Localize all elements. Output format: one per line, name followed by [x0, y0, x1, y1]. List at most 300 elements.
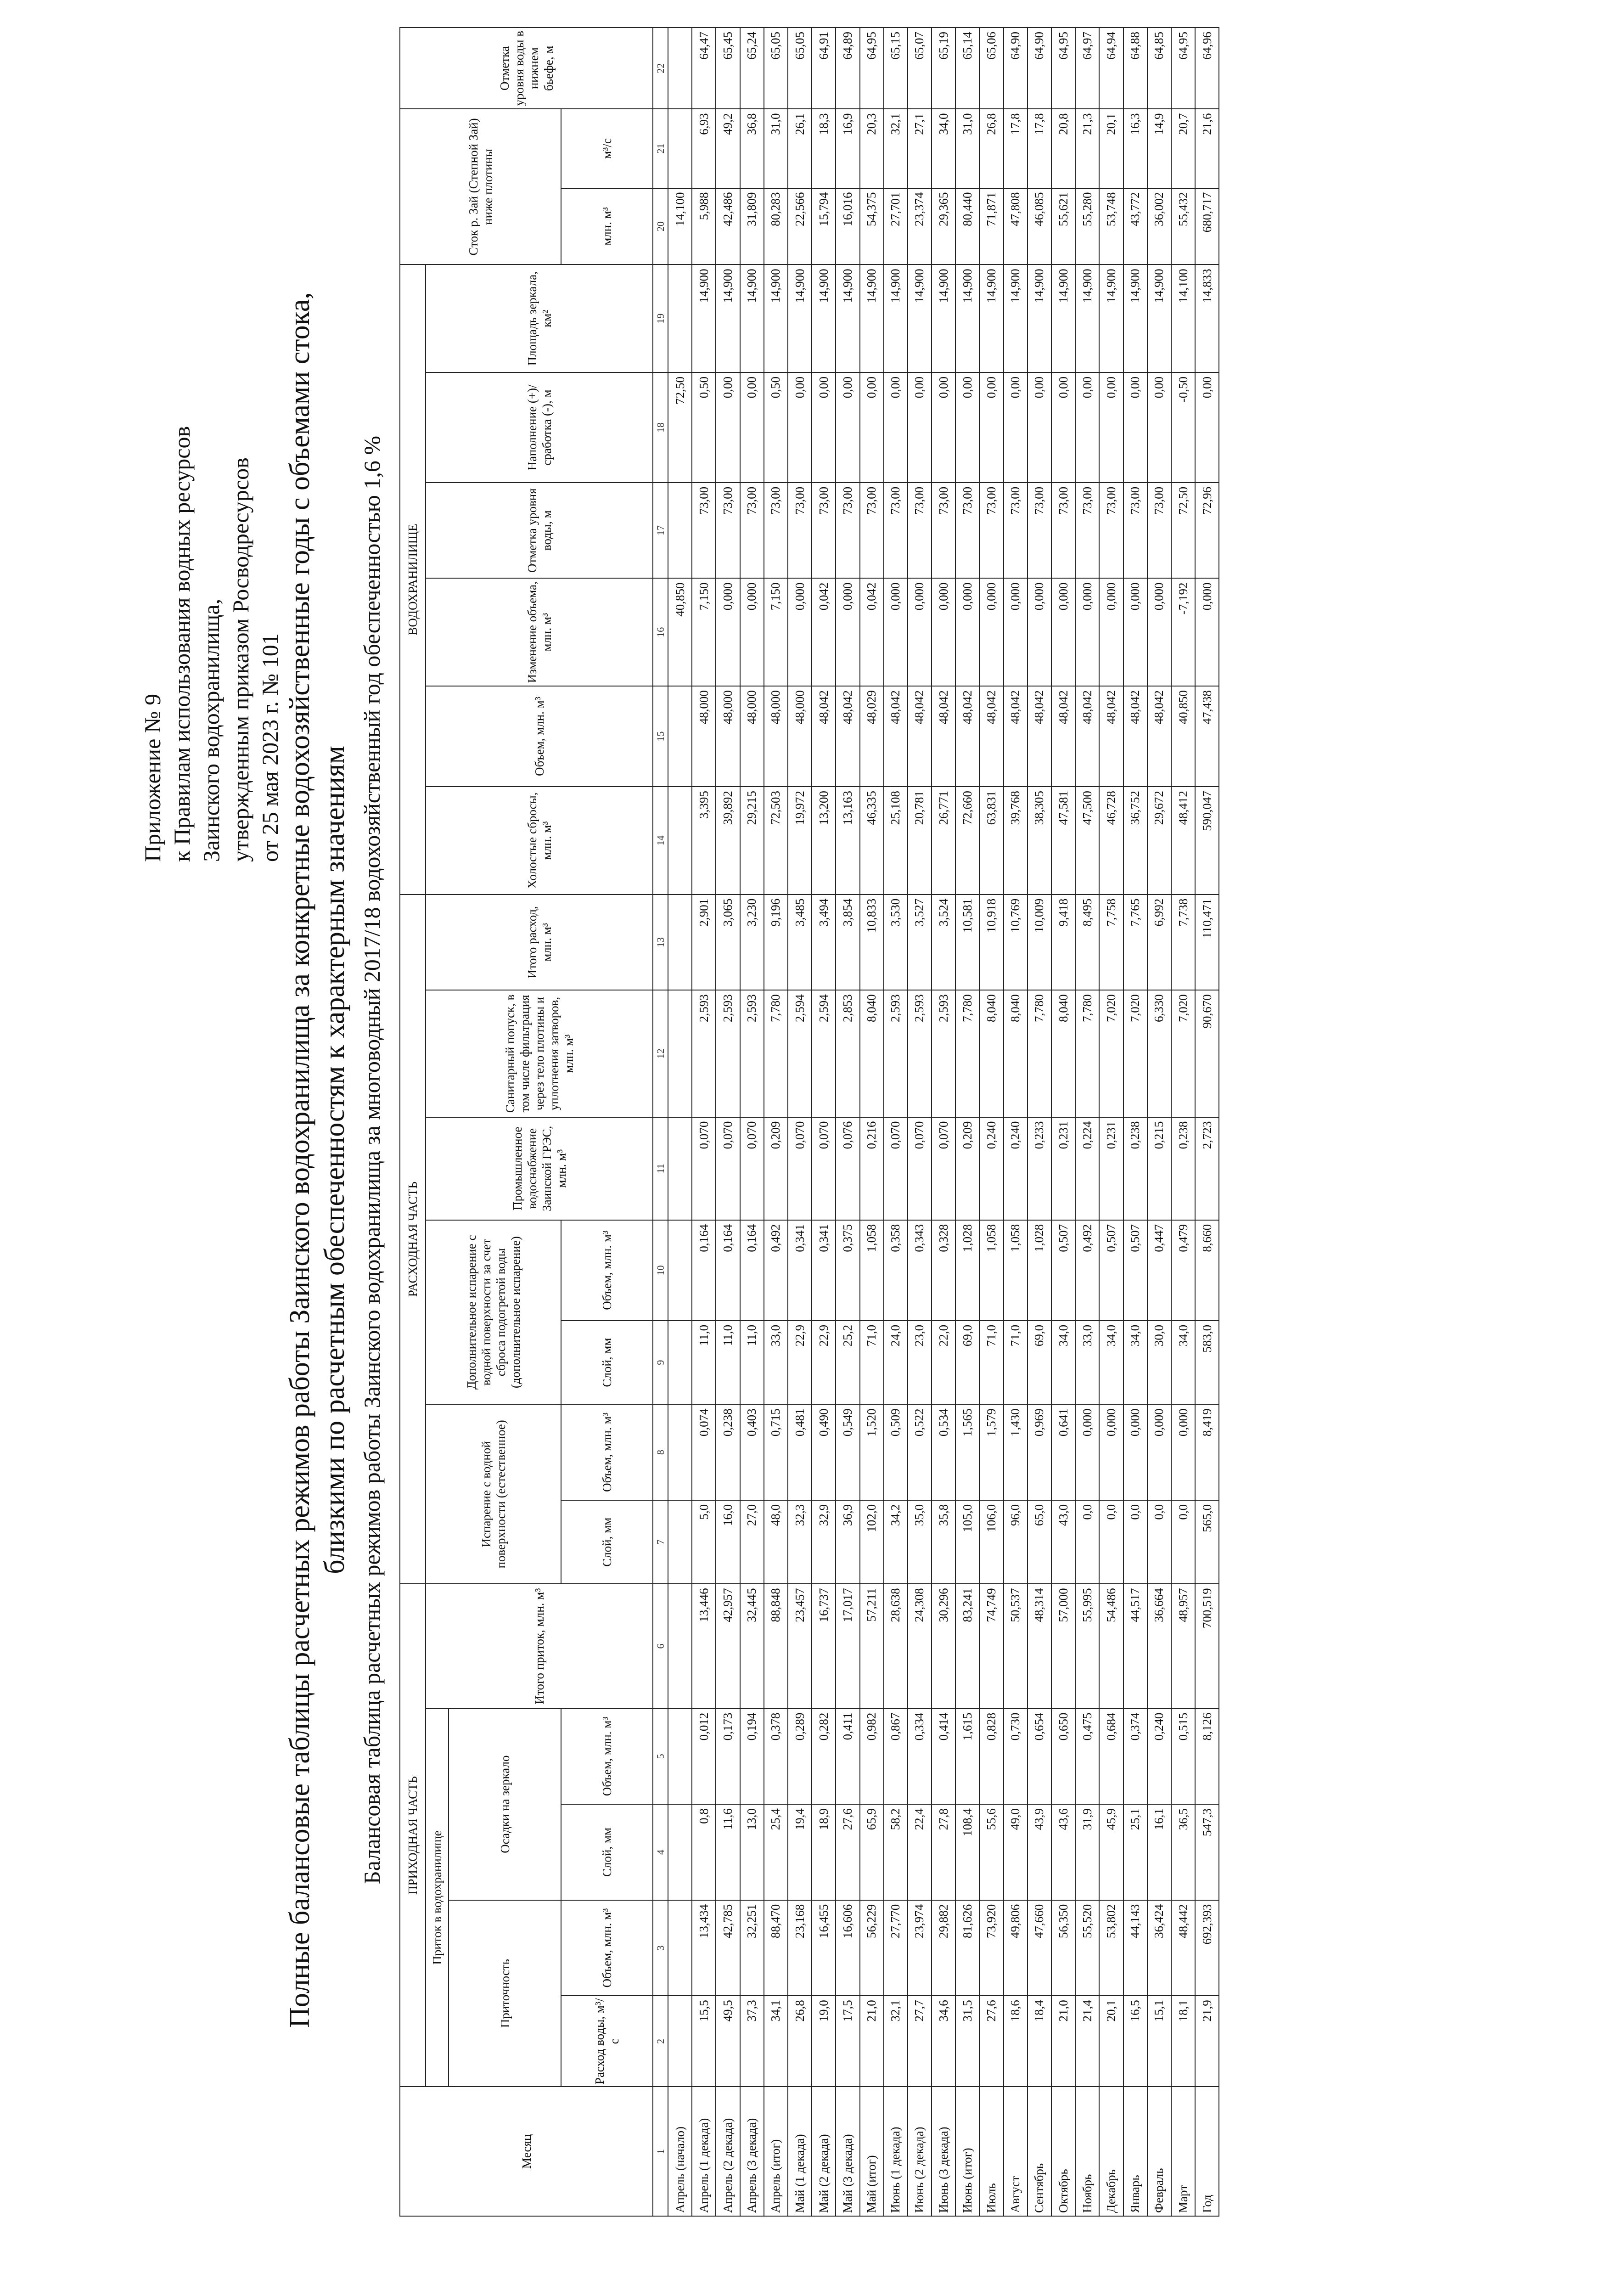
- value-cell: 0,238: [1123, 1117, 1147, 1220]
- value-cell: [668, 264, 692, 372]
- value-cell: 16,5: [1123, 1996, 1147, 2087]
- value-cell: 32,1: [884, 109, 908, 188]
- value-cell: 43,6: [1051, 1804, 1075, 1900]
- appendix-line: Приложение № 9: [140, 693, 165, 862]
- total-outflow-header: Итого расход, млн. м³: [426, 895, 653, 990]
- inflow-reservoir-header: Приток в водохранилище: [426, 1709, 449, 2087]
- value-cell: 0,238: [716, 1404, 740, 1500]
- value-cell: 0,000: [955, 578, 979, 686]
- month-cell: Ноябрь: [1075, 2087, 1099, 2216]
- value-cell: 23,457: [788, 1584, 812, 1708]
- value-cell: 31,0: [955, 109, 979, 188]
- value-cell: 23,168: [788, 1900, 812, 1996]
- value-cell: 43,0: [1051, 1500, 1075, 1584]
- value-cell: 14,900: [1004, 264, 1027, 372]
- value-cell: 16,737: [812, 1584, 836, 1708]
- value-cell: 73,00: [836, 483, 859, 579]
- value-cell: 21,3: [1075, 109, 1099, 188]
- value-cell: 105,0: [955, 1500, 979, 1584]
- value-cell: 0,641: [1051, 1404, 1075, 1500]
- value-cell: 25,108: [884, 787, 908, 895]
- value-cell: 13,434: [692, 1900, 716, 1996]
- value-cell: 11,6: [716, 1804, 740, 1900]
- column-index-cell: 4: [653, 1804, 668, 1900]
- value-cell: 0,00: [788, 372, 812, 483]
- value-cell: 24,308: [908, 1584, 932, 1708]
- table-row: [764, 28, 788, 2216]
- value-cell: 7,020: [1171, 990, 1195, 1117]
- value-cell: 64,88: [1123, 28, 1147, 109]
- value-cell: 8,040: [1004, 990, 1027, 1117]
- value-cell: 80,283: [764, 188, 788, 265]
- column-index-cell: 2: [653, 1996, 668, 2087]
- value-cell: 39,768: [1004, 787, 1027, 895]
- value-cell: 96,0: [1004, 1500, 1027, 1584]
- value-cell: 700,519: [1195, 1584, 1219, 1708]
- tributary-header: Приточность: [449, 1900, 561, 2087]
- value-cell: 0,374: [1123, 1709, 1147, 1805]
- value-cell: 0,209: [764, 1117, 788, 1220]
- rate-header: Расход воды, м³/с: [561, 1996, 653, 2087]
- value-cell: 73,00: [1099, 483, 1123, 579]
- value-cell: 34,6: [932, 1996, 955, 2087]
- value-cell: [668, 28, 692, 109]
- value-cell: 72,50: [668, 372, 692, 483]
- value-cell: 15,1: [1147, 1996, 1171, 2087]
- value-cell: 73,00: [692, 483, 716, 579]
- column-index-cell: 15: [653, 686, 668, 787]
- value-cell: 0,00: [1099, 372, 1123, 483]
- value-cell: 36,8: [740, 109, 764, 188]
- value-cell: 26,1: [788, 109, 812, 188]
- value-cell: 32,3: [788, 1500, 812, 1584]
- value-cell: 0,231: [1051, 1117, 1075, 1220]
- value-cell: 0,507: [1099, 1220, 1123, 1321]
- column-index-cell: 3: [653, 1900, 668, 1996]
- value-cell: 47,660: [1027, 1900, 1051, 1996]
- value-cell: 7,758: [1099, 895, 1123, 990]
- value-cell: 0,684: [1099, 1709, 1123, 1805]
- value-cell: 73,00: [1004, 483, 1027, 579]
- value-cell: 1,028: [1027, 1220, 1051, 1321]
- value-cell: 0,074: [692, 1404, 716, 1500]
- value-cell: 65,0: [1027, 1500, 1051, 1584]
- value-cell: 14,900: [1051, 264, 1075, 372]
- value-cell: 1,058: [860, 1220, 884, 1321]
- value-cell: 13,446: [692, 1584, 716, 1708]
- appendix-line: Заинского водохранилища,: [198, 598, 224, 862]
- value-cell: 0,00: [1004, 372, 1027, 483]
- value-cell: 18,1: [1171, 1996, 1195, 2087]
- value-cell: 7,780: [1027, 990, 1051, 1117]
- value-cell: 1,579: [979, 1404, 1003, 1500]
- value-cell: 14,900: [1027, 264, 1051, 372]
- value-cell: 72,50: [1171, 483, 1195, 579]
- value-cell: 14,900: [1075, 264, 1099, 372]
- value-cell: 0,000: [1075, 1404, 1099, 1500]
- value-cell: 22,9: [788, 1321, 812, 1405]
- value-cell: 565,0: [1195, 1500, 1219, 1584]
- value-cell: 9,196: [764, 895, 788, 990]
- value-cell: [668, 109, 692, 188]
- value-cell: 10,581: [955, 895, 979, 990]
- value-cell: 48,042: [1027, 686, 1051, 787]
- value-cell: 73,00: [1027, 483, 1051, 579]
- value-cell: 2,723: [1195, 1117, 1219, 1220]
- value-cell: 73,00: [1123, 483, 1147, 579]
- value-cell: 14,100: [1171, 264, 1195, 372]
- value-cell: 21,0: [860, 1996, 884, 2087]
- value-cell: 48,042: [932, 686, 955, 787]
- value-cell: 0,534: [932, 1404, 955, 1500]
- value-cell: 7,780: [764, 990, 788, 1117]
- value-cell: 49,0: [1004, 1804, 1027, 1900]
- table-row: [932, 28, 955, 2216]
- value-cell: 0,000: [979, 578, 1003, 686]
- value-cell: 73,00: [716, 483, 740, 579]
- value-cell: 34,1: [764, 1996, 788, 2087]
- value-cell: 14,900: [955, 264, 979, 372]
- value-cell: 14,900: [788, 264, 812, 372]
- value-cell: 20,1: [1099, 1996, 1123, 2087]
- value-cell: 71,0: [1004, 1321, 1027, 1405]
- value-cell: 48,042: [836, 686, 859, 787]
- value-cell: 56,229: [860, 1900, 884, 1996]
- month-cell: Апрель (2 декада): [716, 2087, 740, 2216]
- value-cell: 88,470: [764, 1900, 788, 1996]
- column-index-cell: 8: [653, 1404, 668, 1500]
- value-cell: 64,90: [1027, 28, 1051, 109]
- value-cell: 0,000: [740, 578, 764, 686]
- value-cell: 11,0: [692, 1321, 716, 1405]
- value-cell: 0,00: [1195, 372, 1219, 483]
- table-subtitle: Балансовая таблица расчетных режимов работы Заинского водохранилища за многоводный 2017/18 водохозяйственный год обеспеченностью 1,6 %: [359, 436, 385, 1885]
- table-row: [1195, 28, 1219, 2216]
- value-cell: 692,393: [1195, 1900, 1219, 1996]
- value-cell: 17,8: [1027, 109, 1051, 188]
- value-cell: 14,900: [1147, 264, 1171, 372]
- value-cell: 55,432: [1171, 188, 1195, 265]
- value-cell: 2,594: [812, 990, 836, 1117]
- table-row: [1147, 28, 1171, 2216]
- column-index-cell: 17: [653, 483, 668, 579]
- balance-table-wrap: [399, 27, 1219, 2217]
- value-cell: 8,040: [1051, 990, 1075, 1117]
- value-cell: 50,537: [1004, 1584, 1027, 1708]
- table-row: [908, 28, 932, 2216]
- table-row: [740, 28, 764, 2216]
- title-line: Полные балансовые таблицы расчетных режимов работы Заинского водохранилища за конкретные водохозяйственные годы с объемами стока,: [284, 292, 315, 2028]
- value-cell: 36,424: [1147, 1900, 1171, 1996]
- value-cell: 10,918: [979, 895, 1003, 990]
- column-index-cell: 12: [653, 990, 668, 1117]
- value-cell: 583,0: [1195, 1321, 1219, 1405]
- table-row: [836, 28, 859, 2216]
- month-cell: Апрель (итог): [764, 2087, 788, 2216]
- value-cell: 7,020: [1123, 990, 1147, 1117]
- value-cell: 3,854: [836, 895, 859, 990]
- value-cell: [668, 1404, 692, 1500]
- value-cell: [668, 895, 692, 990]
- runoff-vol-header: млн. м³: [561, 188, 653, 265]
- value-cell: 0,224: [1075, 1117, 1099, 1220]
- month-cell: Май (2 декада): [812, 2087, 836, 2216]
- add-volume-header: Объем, млн. м³: [561, 1220, 653, 1321]
- total-inflow-header: Итого приток, млн. м³: [426, 1584, 653, 1708]
- value-cell: 10,833: [860, 895, 884, 990]
- value-cell: 64,97: [1075, 28, 1099, 109]
- value-cell: 71,871: [979, 188, 1003, 265]
- value-cell: 3,527: [908, 895, 932, 990]
- value-cell: 0,000: [1123, 1404, 1147, 1500]
- value-cell: 31,809: [740, 188, 764, 265]
- value-cell: 11,0: [740, 1321, 764, 1405]
- value-cell: 0,070: [812, 1117, 836, 1220]
- column-index-cell: 19: [653, 264, 668, 372]
- value-cell: 0,231: [1099, 1117, 1123, 1220]
- value-cell: 0,070: [884, 1117, 908, 1220]
- value-cell: 0,00: [1075, 372, 1099, 483]
- value-cell: 3,395: [692, 787, 716, 895]
- month-cell: Декабрь: [1099, 2087, 1123, 2216]
- value-cell: 73,00: [764, 483, 788, 579]
- month-cell: Май (3 декада): [836, 2087, 859, 2216]
- table-row: [668, 28, 692, 2216]
- value-cell: 5,988: [692, 188, 716, 265]
- value-cell: 14,900: [1123, 264, 1147, 372]
- value-cell: 25,2: [836, 1321, 859, 1405]
- value-cell: 47,581: [1051, 787, 1075, 895]
- runoff-header: Сток р. Зай (Степной Зай) ниже плотины: [400, 109, 561, 264]
- table-row: [1051, 28, 1075, 2216]
- value-cell: 40,850: [1171, 686, 1195, 787]
- value-cell: -0,50: [1171, 372, 1195, 483]
- value-cell: 3,524: [932, 895, 955, 990]
- value-cell: [668, 1709, 692, 1805]
- value-cell: 0,238: [1171, 1117, 1195, 1220]
- value-cell: 63,831: [979, 787, 1003, 895]
- value-cell: 14,900: [908, 264, 932, 372]
- table-row: [692, 28, 716, 2216]
- value-cell: 6,992: [1147, 895, 1171, 990]
- value-cell: 0,194: [740, 1709, 764, 1805]
- value-cell: 0,000: [716, 578, 740, 686]
- value-cell: 2,593: [716, 990, 740, 1117]
- value-cell: 13,200: [812, 787, 836, 895]
- value-cell: 0,000: [1123, 578, 1147, 686]
- month-cell: Год: [1195, 2087, 1219, 2216]
- table-row: [1123, 28, 1147, 2216]
- value-cell: [668, 1996, 692, 2087]
- value-cell: 55,280: [1075, 188, 1099, 265]
- value-cell: 36,752: [1123, 787, 1147, 895]
- table-header: [400, 28, 668, 2216]
- value-cell: 73,00: [1075, 483, 1099, 579]
- value-cell: 90,670: [1195, 990, 1219, 1117]
- column-index-cell: 1: [653, 2087, 668, 2216]
- month-cell: Апрель (начало): [668, 2087, 692, 2216]
- reservoir-header: ВОДОХРАНИЛИЩЕ: [400, 264, 426, 894]
- value-cell: 48,042: [1075, 686, 1099, 787]
- value-cell: 0,50: [764, 372, 788, 483]
- value-cell: 23,974: [908, 1900, 932, 1996]
- value-cell: 0,000: [884, 578, 908, 686]
- value-cell: 73,00: [1147, 483, 1171, 579]
- appendix-line: утвержденным приказом Росводресурсов: [228, 457, 253, 862]
- table-row: [979, 28, 1003, 2216]
- value-cell: 64,89: [836, 28, 859, 109]
- value-cell: 36,002: [1147, 188, 1171, 265]
- value-cell: 46,085: [1027, 188, 1051, 265]
- value-cell: 0,447: [1147, 1220, 1171, 1321]
- value-cell: 31,9: [1075, 1804, 1099, 1900]
- value-cell: 14,900: [884, 264, 908, 372]
- value-cell: 27,1: [908, 109, 932, 188]
- value-cell: 0,00: [1027, 372, 1051, 483]
- table-row: [788, 28, 812, 2216]
- value-cell: [668, 1804, 692, 1900]
- value-cell: 29,882: [932, 1900, 955, 1996]
- value-cell: 16,9: [836, 109, 859, 188]
- value-cell: 0,982: [860, 1709, 884, 1805]
- value-cell: 0,00: [740, 372, 764, 483]
- value-cell: [668, 483, 692, 579]
- value-cell: 46,335: [860, 787, 884, 895]
- value-cell: 25,1: [1123, 1804, 1147, 1900]
- column-index-cell: 11: [653, 1117, 668, 1220]
- value-cell: 47,438: [1195, 686, 1219, 787]
- value-cell: 24,0: [884, 1321, 908, 1405]
- value-cell: 17,5: [836, 1996, 859, 2087]
- value-cell: 49,2: [716, 109, 740, 188]
- value-cell: 14,900: [740, 264, 764, 372]
- value-cell: 48,042: [1123, 686, 1147, 787]
- value-cell: 0,00: [812, 372, 836, 483]
- value-cell: 81,626: [955, 1900, 979, 1996]
- value-cell: 14,900: [1099, 264, 1123, 372]
- value-cell: 7,020: [1099, 990, 1123, 1117]
- column-index-cell: 21: [653, 109, 668, 188]
- value-cell: 0,164: [740, 1220, 764, 1321]
- value-cell: 69,0: [1027, 1321, 1051, 1405]
- value-cell: 0,042: [812, 578, 836, 686]
- value-cell: 21,9: [1195, 1996, 1219, 2087]
- value-cell: 54,375: [860, 188, 884, 265]
- value-cell: 29,365: [932, 188, 955, 265]
- value-cell: 19,972: [788, 787, 812, 895]
- value-cell: 30,296: [932, 1584, 955, 1708]
- value-cell: 1,028: [955, 1220, 979, 1321]
- value-cell: 48,042: [908, 686, 932, 787]
- value-cell: 40,850: [668, 578, 692, 686]
- value-cell: 10,009: [1027, 895, 1051, 990]
- value-cell: 27,0: [740, 1500, 764, 1584]
- volume-header: Объем, млн. м³: [561, 1900, 653, 1996]
- value-cell: 72,660: [955, 787, 979, 895]
- value-cell: 65,24: [740, 28, 764, 109]
- value-cell: 0,00: [932, 372, 955, 483]
- value-cell: 0,00: [884, 372, 908, 483]
- value-cell: 3,494: [812, 895, 836, 990]
- evap-volume-header: Объем, млн. м³: [561, 1404, 653, 1500]
- value-cell: 43,9: [1027, 1804, 1051, 1900]
- value-cell: [668, 1220, 692, 1321]
- value-cell: 48,000: [692, 686, 716, 787]
- value-cell: 27,6: [979, 1996, 1003, 2087]
- value-cell: 53,802: [1099, 1900, 1123, 1996]
- value-cell: 73,00: [932, 483, 955, 579]
- value-cell: 30,0: [1147, 1321, 1171, 1405]
- month-cell: Сентябрь: [1027, 2087, 1051, 2216]
- value-cell: 0,650: [1051, 1709, 1075, 1805]
- table-row: [955, 28, 979, 2216]
- column-index-cell: 13: [653, 895, 668, 990]
- value-cell: 0,000: [1171, 1404, 1195, 1500]
- value-cell: 0,481: [788, 1404, 812, 1500]
- value-cell: 21,4: [1075, 1996, 1099, 2087]
- spill-header: Холостые сбросы, млн. м³: [426, 787, 653, 895]
- value-cell: 0,969: [1027, 1404, 1051, 1500]
- value-cell: 48,000: [764, 686, 788, 787]
- value-cell: 18,9: [812, 1804, 836, 1900]
- value-cell: 22,566: [788, 188, 812, 265]
- value-cell: 19,0: [812, 1996, 836, 2087]
- value-cell: 64,94: [1099, 28, 1123, 109]
- value-cell: 110,471: [1195, 895, 1219, 990]
- value-cell: 48,000: [788, 686, 812, 787]
- value-cell: 0,479: [1171, 1220, 1195, 1321]
- value-cell: 73,00: [860, 483, 884, 579]
- value-cell: 0,000: [1004, 578, 1027, 686]
- value-cell: 48,042: [884, 686, 908, 787]
- value-cell: 0,070: [908, 1117, 932, 1220]
- value-cell: 47,500: [1075, 787, 1099, 895]
- value-cell: 0,000: [1099, 578, 1123, 686]
- value-cell: 58,2: [884, 1804, 908, 1900]
- value-cell: 54,486: [1099, 1584, 1123, 1708]
- value-cell: 0,233: [1027, 1117, 1051, 1220]
- table-row: [812, 28, 836, 2216]
- value-cell: 0,867: [884, 1709, 908, 1805]
- value-cell: 27,7: [908, 1996, 932, 2087]
- value-cell: 22,4: [908, 1804, 932, 1900]
- value-cell: 73,00: [884, 483, 908, 579]
- value-cell: 16,455: [812, 1900, 836, 1996]
- value-cell: 8,660: [1195, 1220, 1219, 1321]
- value-cell: 55,6: [979, 1804, 1003, 1900]
- value-cell: 0,042: [860, 578, 884, 686]
- value-cell: 65,19: [932, 28, 955, 109]
- fill-header: Наполнение (+)/сработка (-), м: [426, 372, 653, 483]
- value-cell: 7,780: [1075, 990, 1099, 1117]
- value-cell: [668, 1900, 692, 1996]
- outflow-header: РАСХОДНАЯ ЧАСТЬ: [400, 895, 426, 1584]
- appendix-block: [138, 426, 285, 862]
- value-cell: 14,900: [979, 264, 1003, 372]
- value-cell: 2,593: [932, 990, 955, 1117]
- value-cell: 0,507: [1051, 1220, 1075, 1321]
- value-cell: [668, 1500, 692, 1584]
- value-cell: 33,0: [764, 1321, 788, 1405]
- value-cell: 27,8: [932, 1804, 955, 1900]
- value-cell: 0,00: [716, 372, 740, 483]
- value-cell: 27,6: [836, 1804, 859, 1900]
- value-cell: 0,173: [716, 1709, 740, 1805]
- column-index-cell: 22: [653, 28, 668, 109]
- value-cell: 0,475: [1075, 1709, 1099, 1805]
- value-cell: 34,0: [1123, 1321, 1147, 1405]
- value-cell: 7,780: [955, 990, 979, 1117]
